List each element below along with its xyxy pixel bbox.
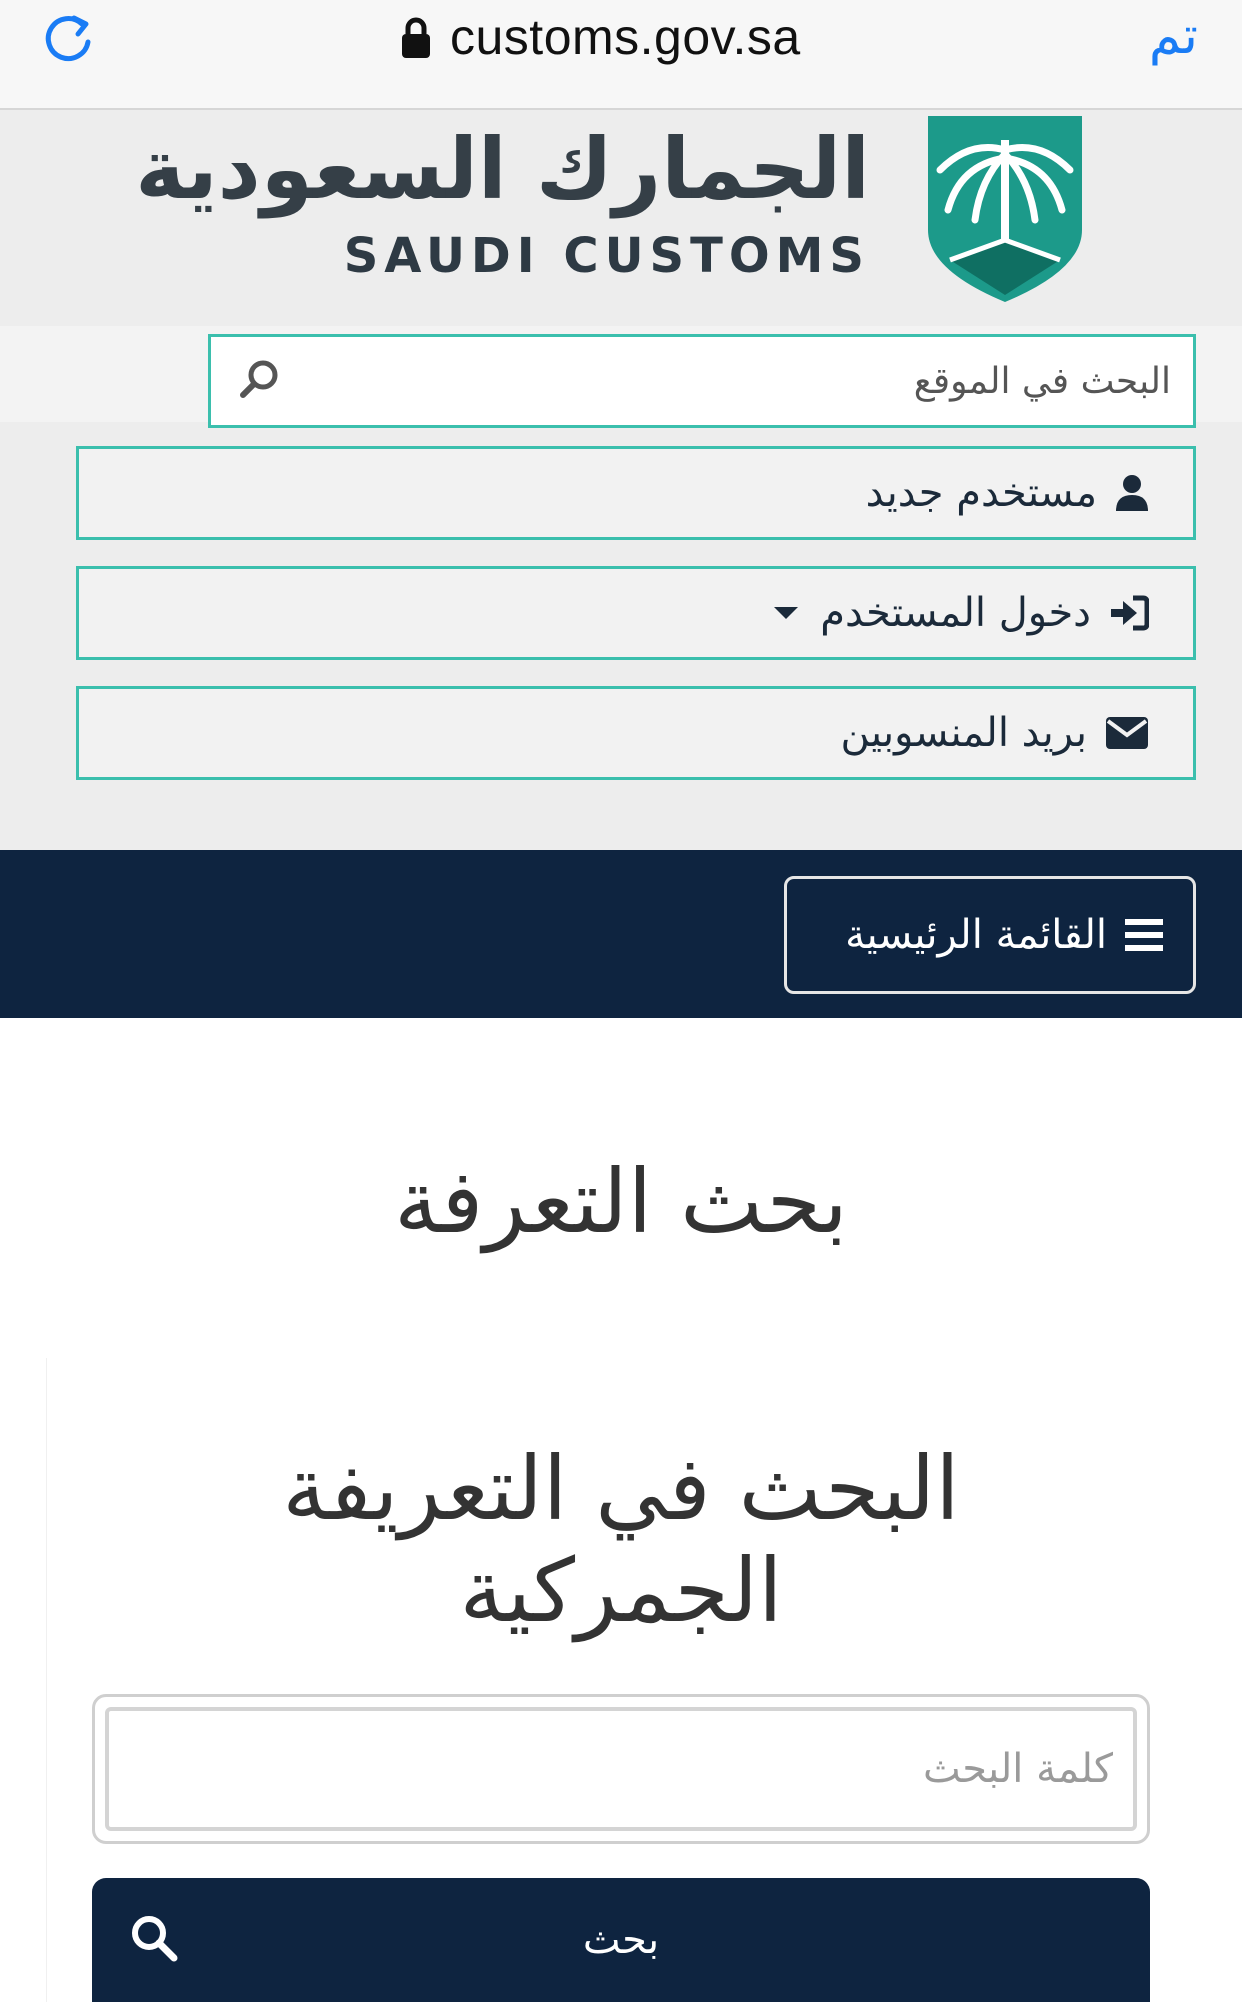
chevron-down-icon <box>774 607 798 619</box>
staff-mail-button[interactable] <box>76 686 1196 780</box>
reload-icon[interactable] <box>38 8 98 68</box>
user-icon <box>1115 474 1149 512</box>
saudi-customs-logo[interactable] <box>135 110 1090 310</box>
site-header <box>0 110 1242 850</box>
search-button[interactable] <box>92 1878 1150 2002</box>
panel-title <box>0 1438 1242 1642</box>
new-user-label: مستخدم جديد <box>865 470 1097 516</box>
search-button-label: بحث <box>582 1917 660 1963</box>
logo-arabic-text: الجمارك السعودية <box>135 120 870 218</box>
user-login-button[interactable] <box>76 566 1196 660</box>
lock-icon <box>400 16 432 58</box>
keyword-input[interactable] <box>109 1711 1133 1827</box>
keyword-field-wrapper <box>92 1694 1150 1844</box>
search-icon[interactable] <box>229 351 289 411</box>
user-login-label: دخول المستخدم <box>820 590 1091 636</box>
keyword-field-frame <box>105 1707 1137 1831</box>
logo-english-text: SAUDI CUSTOMS <box>343 228 870 284</box>
staff-mail-label: بريد المنسوبين <box>840 710 1087 756</box>
address-bar[interactable] <box>400 4 801 70</box>
page-title: بحث التعرفة <box>394 1150 848 1253</box>
hamburger-icon <box>1125 919 1163 951</box>
browser-toolbar <box>0 0 1242 110</box>
sign-in-icon <box>1109 595 1149 631</box>
site-search-box <box>208 334 1196 428</box>
url-text: customs.gov.sa <box>450 9 801 65</box>
panel-title-line-2: الجمركية <box>459 1539 783 1642</box>
main-menu-label: القائمة الرئيسية <box>845 912 1107 958</box>
palm-emblem-icon <box>920 110 1090 310</box>
main-menu-button[interactable] <box>784 876 1196 994</box>
main-navbar <box>0 850 1242 1018</box>
envelope-icon <box>1105 716 1149 750</box>
site-search-row <box>0 326 1242 422</box>
site-search-input[interactable] <box>297 337 1193 425</box>
panel-title-line-1: البحث في التعريفة <box>282 1437 960 1540</box>
done-button[interactable]: تم <box>1148 6 1198 66</box>
new-user-button[interactable] <box>76 446 1196 540</box>
